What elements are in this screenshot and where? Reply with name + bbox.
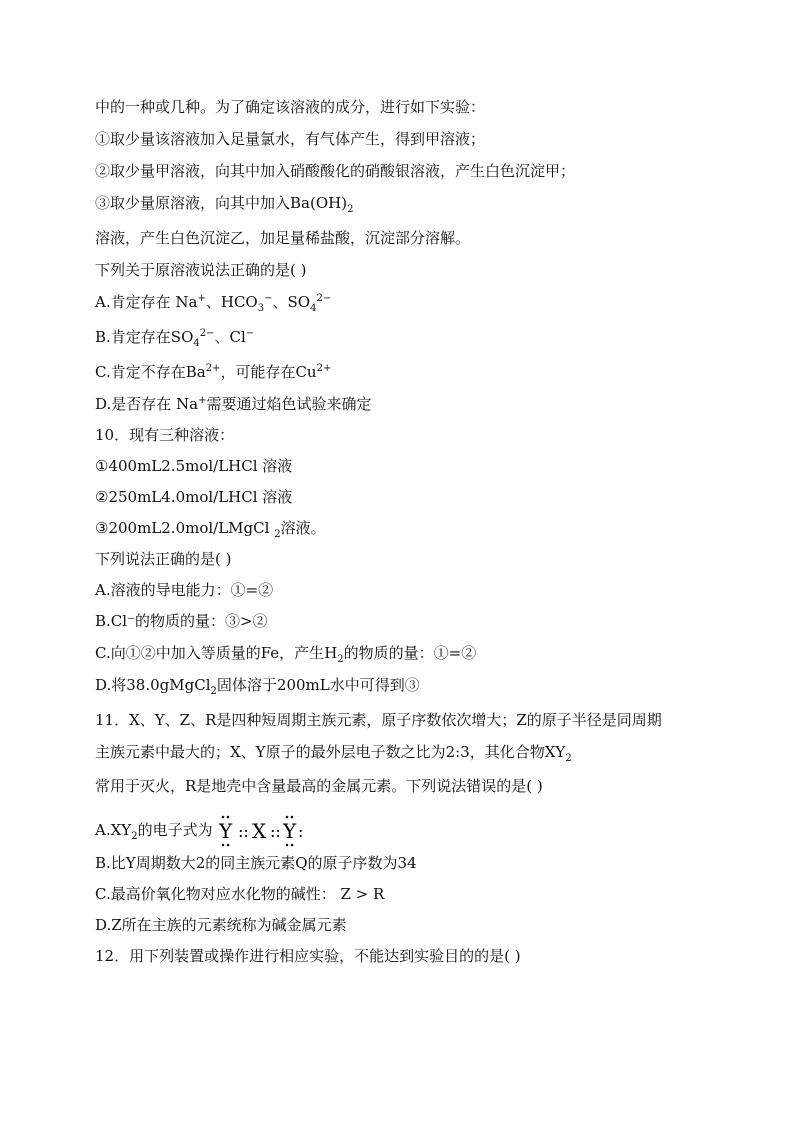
lewis-dot	[222, 844, 225, 847]
q10-solution-2: ②250mL4.0mol/LHCl 溶液	[95, 488, 293, 506]
q9-step1: ①取少量该溶液加入足量氯水，有气体产生，得到甲溶液；	[95, 130, 486, 148]
q10-solution-3: ③200mL2.0mol/LMgCl $_2$溶液。	[95, 519, 326, 540]
q11-stem-line2: 主族元素中最大的；X、Y原子的最外层电子数之比为2:3，其化合物$XY_2$	[95, 743, 572, 764]
lewis-dot	[227, 844, 230, 847]
q9-step3-continued: 溶液，产生白色沉淀乙，加足量稀盐酸，沉淀部分溶解。	[95, 229, 471, 247]
q11-option-d: D.Z所在主族的元素统称为碱金属元素	[95, 916, 347, 934]
q9-step3: ③取少量原溶液，向其中加入$Ba(OH)_2$	[95, 194, 354, 215]
lewis-dot	[291, 816, 294, 819]
lewis-y-left: Y	[219, 819, 233, 843]
lewis-dot	[291, 844, 294, 847]
q9-option-c: C.肯定不存在$Ba^{2+}$，可能存在$Cu^{2+}$	[95, 363, 332, 381]
lewis-dot	[227, 816, 230, 819]
q9-intro: 中的一种或几种。为了确定该溶液的成分，进行如下实验：	[95, 98, 486, 116]
lewis-structure	[217, 814, 305, 848]
q11-stem-line3: 常用于灭火，R是地壳中含量最高的金属元素。下列说法错误的是( )	[95, 777, 543, 795]
q10-option-d: D.将38.0gMgCl$_2$固体溶于200mL水中可得到③	[95, 676, 420, 697]
q10-solution-1: ①400mL2.5mol/LHCl 溶液	[95, 457, 293, 475]
q9-option-a: A.肯定存在 Na+、$HCO_3^-$、$SO_4^{2-}$	[95, 293, 332, 314]
q10-option-b: B.Cl⁻的物质的量：③>②	[95, 612, 268, 630]
lewis-dot	[286, 844, 289, 847]
q10-question: 下列说法正确的是( )	[95, 550, 232, 568]
q11-option-c: C.最高价氧化物对应水化物的碱性： Z > R	[95, 885, 385, 903]
lewis-dot	[286, 816, 289, 819]
q10-option-c: C.向①②中加入等质量的Fe，产生$H_2$的物质的量：①=②	[95, 644, 477, 665]
q11-option-b: B.比Y周期数大2的同主族元素Q的原子序数为34	[95, 854, 417, 872]
q9-option-b: B.肯定存在$SO_4^{2-}$、Cl−	[95, 328, 255, 349]
q10-option-a: A.溶液的导电能力：①=②	[95, 581, 274, 599]
q12-stem: 12．用下列装置或操作进行相应实验，不能达到实验目的的是( )	[95, 947, 521, 965]
q9-option-d: D.是否存在 Na+需要通过焰色试验来确定	[95, 395, 372, 413]
lewis-colon-1: ::	[238, 822, 250, 841]
lewis-dot	[222, 816, 225, 819]
lewis-y-right: Y	[283, 819, 297, 843]
lewis-colon-end: :	[298, 822, 304, 841]
lewis-colon-2: ::	[270, 822, 282, 841]
q9-question: 下列关于原溶液说法正确的是( )	[95, 261, 307, 279]
q11-option-a: $A.XY_2$的电子式为 Y :: X :: Y :	[95, 814, 305, 848]
lewis-x: X	[252, 819, 267, 843]
q9-step2: ②取少量甲溶液，向其中加入硝酸酸化的硝酸银溶液，产生白色沉淀甲；	[95, 162, 576, 180]
q10-stem: 10．现有三种溶液：	[95, 426, 235, 444]
q11-stem-line1: 11．X、Y、Z、R是四种短周期主族元素，原子序数依次增大；Z的原子半径是同周期	[95, 711, 662, 729]
